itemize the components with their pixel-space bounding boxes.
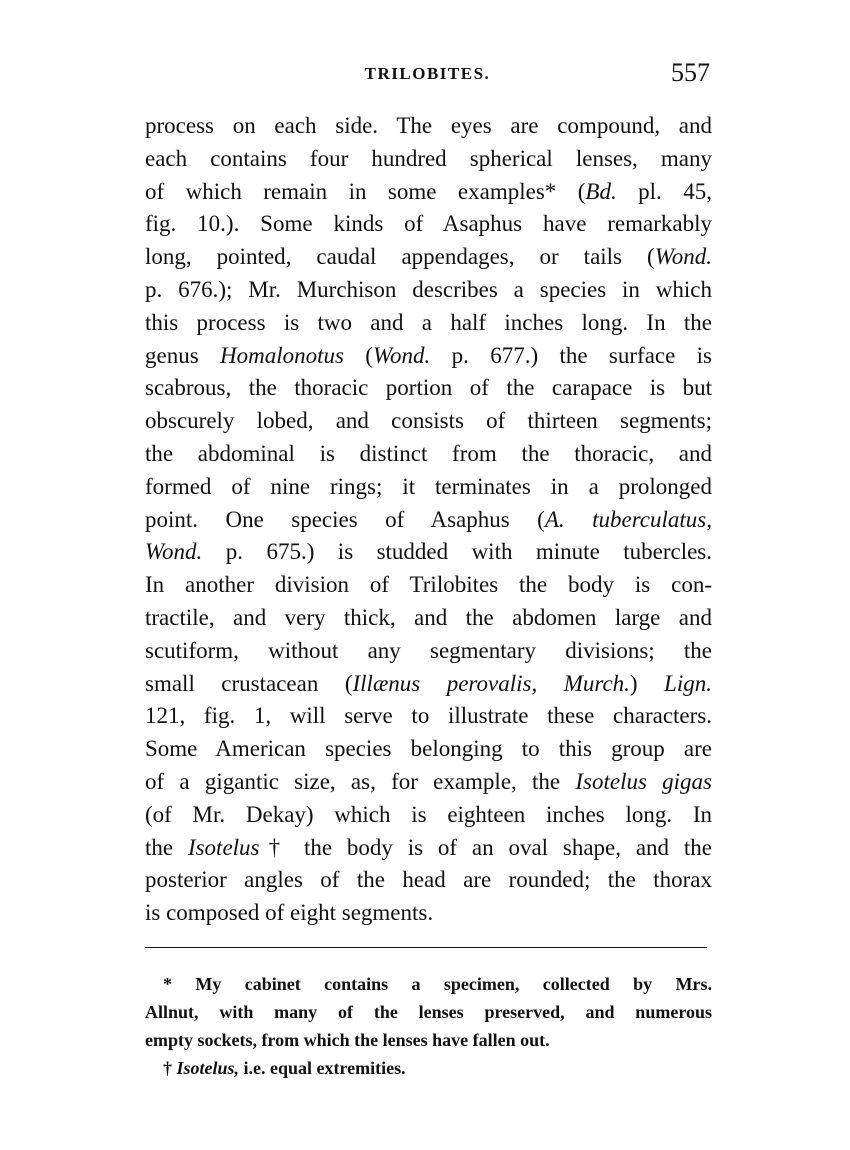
footnote-line: * My cabinet contains a specimen, collected by Mrs. (163, 974, 712, 994)
running-head (145, 60, 710, 94)
text-line (145, 668, 712, 701)
text-line: process on each side. The eyes are compound, and (145, 113, 712, 138)
italic-genus: Isotelus (187, 834, 260, 860)
italic-species: A. tuberculatus, (544, 506, 712, 532)
text-line (145, 504, 712, 537)
italic-genus: Isotelus, (176, 1058, 240, 1078)
text-run: small crustacean ( (145, 670, 353, 696)
text-run: the (145, 834, 188, 860)
text-line (145, 241, 712, 274)
text-run: long, pointed, caudal appendages, or tails ( (145, 244, 655, 270)
text-line: Some American species belonging to this group are (145, 736, 712, 762)
text-run: p. 675.) is studded with minute tubercles. (202, 539, 712, 565)
running-title: TRILOBITES. (364, 64, 491, 83)
text-run: p. 677.) the surface is (430, 342, 712, 368)
text-line: In another division of Trilobites the body is con- (145, 572, 712, 598)
text-line: p. 676.); Mr. Murchison describes a species in which (145, 276, 712, 302)
text-line: obscurely lobed, and consists of thirteen segments; (145, 408, 712, 434)
text-run: ) (629, 670, 665, 696)
text-line: tractile, and very thick, and the abdomen large and (145, 604, 712, 630)
italic-citation: Bd. (585, 178, 617, 204)
text-line (145, 536, 712, 569)
text-line: posterior angles of the head are rounded; the thorax (145, 867, 712, 893)
italic-genus: Homalonotus (220, 342, 344, 368)
text-line (145, 176, 712, 209)
text-run: i.e. equal extremities. (239, 1058, 406, 1078)
text-run: pl. 45, (616, 178, 712, 204)
text-run: of which remain in some examples* ( (145, 178, 586, 204)
text-line: 121, fig. 1, will serve to illustrate these characters. (145, 703, 712, 729)
italic-citation: Wond. (372, 342, 431, 368)
text-line: scabrous, the thoracic portion of the carapace is but (145, 375, 712, 401)
footnote-divider (145, 947, 707, 948)
text-line: fig. 10.). Some kinds of Asaphus have remarkably (145, 211, 712, 237)
text-line (145, 340, 712, 373)
footnote-line: empty sockets, from which the lenses have fallen out. (145, 1030, 550, 1050)
text-run: point. One species of Asaphus ( (145, 506, 545, 532)
text-line: scutiform, without any segmentary divisions; the (145, 637, 712, 663)
footnote-line: Allnut, with many of the lenses preserved, and numerous (145, 1002, 712, 1022)
text-line: this process is two and a half inches long. In the (145, 309, 712, 335)
text-line: (of Mr. Dekay) which is eighteen inches long. In (145, 801, 712, 827)
italic-citation: Wond. (145, 539, 203, 565)
text-line: each contains four hundred spherical lenses, many (145, 145, 712, 171)
italic-species: Isotelus gigas (575, 768, 713, 794)
text-run: ( (343, 342, 373, 368)
body-text (145, 110, 712, 930)
text-line: formed of nine rings; it terminates in a prolonged (145, 473, 712, 499)
footnote-line (145, 1054, 712, 1082)
dagger-mark: † (163, 1058, 177, 1078)
text-run: of a gigantic size, as, for example, the (145, 768, 576, 794)
text-line (145, 832, 712, 865)
italic-citation: Wond. (654, 244, 712, 270)
text-line: the abdominal is distinct from the thoracic, and (145, 440, 712, 466)
text-line (145, 766, 712, 799)
page-number: 557 (671, 58, 710, 87)
text-run: genus (145, 342, 221, 368)
italic-citation: Lign. (664, 670, 712, 696)
footnotes (145, 970, 712, 1082)
text-run: † the body is of an oval shape, and the (259, 834, 712, 860)
italic-species: Illænus perovalis, Murch. (352, 670, 630, 696)
text-line: is composed of eight segments. (145, 900, 434, 926)
